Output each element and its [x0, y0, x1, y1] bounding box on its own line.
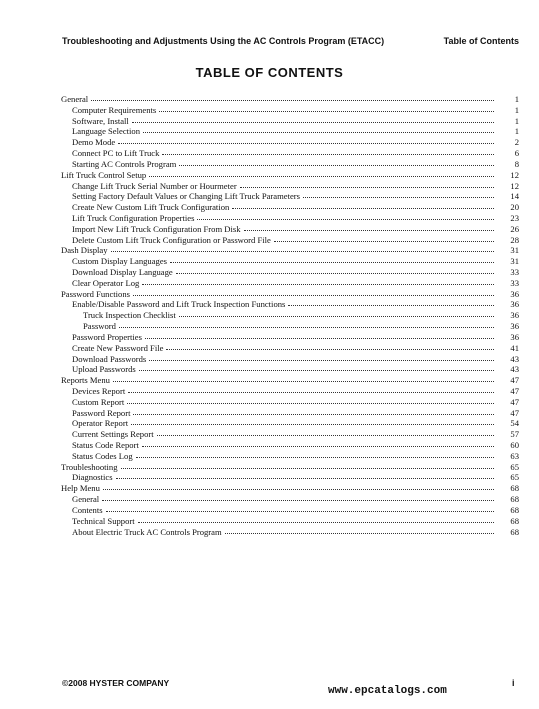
- toc-entry-label: Devices Report: [72, 385, 126, 396]
- toc-entry-page: 47: [510, 385, 519, 396]
- toc-dot-leader: [136, 450, 494, 458]
- toc-dot-leader: [102, 493, 494, 501]
- toc-dot-leader: [149, 353, 494, 361]
- toc-entry-page: 12: [510, 180, 519, 191]
- toc-entry-label: Delete Custom Lift Truck Configuration or Password File: [72, 234, 271, 245]
- toc-entry-page: 41: [510, 342, 519, 353]
- toc-entry-label: Setting Factory Default Values or Changing Lift Truck Parameters: [72, 191, 301, 202]
- toc-dot-leader: [159, 104, 494, 112]
- toc-entry-label: Status Code Report: [72, 440, 139, 450]
- toc-dot-leader: [133, 288, 494, 296]
- page-header: [62, 36, 519, 46]
- toc-entry-label: Troubleshooting: [61, 461, 118, 472]
- toc-entry-label: Password: [83, 321, 116, 332]
- toc-entry-label: Password Properties: [72, 331, 142, 342]
- toc-entry-label: Contents: [72, 504, 103, 515]
- toc-dot-leader: [91, 93, 494, 101]
- toc-entry-label: Software, Install: [72, 115, 129, 126]
- toc-entry-page: 43: [510, 353, 519, 364]
- toc-dot-leader: [121, 461, 494, 469]
- toc-dot-leader: [142, 277, 494, 285]
- toc-entry-page: 36: [510, 288, 519, 299]
- toc-entry-label: Create New Password File: [72, 342, 164, 353]
- toc-dot-leader: [116, 471, 494, 479]
- toc-entry-label: Technical Support: [72, 515, 135, 526]
- toc-entry-label: Lift Truck Configuration Properties: [72, 212, 195, 223]
- toc-entry-page: 47: [510, 407, 519, 418]
- toc-entry-label: Custom Display Languages: [72, 256, 167, 267]
- page-title: TABLE OF CONTENTS: [195, 65, 344, 80]
- toc-entry-page: 20: [510, 202, 519, 213]
- toc-entry-page: 43: [510, 364, 519, 375]
- toc-entry-label: Diagnostics: [72, 472, 113, 483]
- toc-entry-label: Help Menu: [61, 483, 100, 494]
- toc-dot-leader: [131, 417, 494, 425]
- toc-entry-page: 23: [510, 212, 519, 223]
- toc-dot-leader: [197, 212, 494, 220]
- toc-dot-leader: [232, 201, 494, 209]
- toc-entry-label: Download Display Language: [72, 267, 173, 277]
- toc-entry-label: Download Passwords: [72, 353, 147, 364]
- table-of-contents: [61, 94, 519, 537]
- toc-entry-page: 47: [510, 396, 519, 407]
- toc-entry-page: 14: [510, 191, 519, 202]
- toc-entry-page: 33: [510, 277, 519, 288]
- toc-entry[interactable]: [61, 527, 519, 538]
- toc-entry-page: 68: [510, 504, 519, 515]
- header-document-title: Troubleshooting and Adjustments Using the AC Controls Program (ETACC): [62, 36, 385, 46]
- toc-entry-page: 12: [510, 169, 519, 180]
- toc-entry-page: 54: [510, 418, 519, 429]
- website-watermark: www.epcatalogs.com: [328, 685, 447, 697]
- toc-entry-page: 33: [510, 267, 519, 277]
- toc-dot-leader: [142, 439, 494, 447]
- toc-dot-leader: [118, 136, 494, 144]
- toc-entry-label: Operator Report: [72, 418, 129, 429]
- toc-dot-leader: [133, 407, 494, 415]
- toc-dot-leader: [274, 234, 494, 242]
- toc-entry-page: 68: [510, 483, 519, 494]
- toc-dot-leader: [176, 266, 494, 274]
- toc-dot-leader: [145, 331, 494, 339]
- toc-dot-leader: [240, 180, 494, 188]
- toc-entry-page: 28: [510, 234, 519, 245]
- toc-entry-label: Truck Inspection Checklist: [83, 310, 176, 321]
- toc-entry-label: Import New Lift Truck Configuration From Disk: [72, 223, 241, 234]
- toc-entry-label: Dash Display: [61, 245, 108, 256]
- toc-entry-page: 31: [510, 245, 519, 256]
- toc-dot-leader: [119, 320, 494, 328]
- toc-entry-label: Reports Menu: [61, 375, 110, 386]
- toc-entry-page: 57: [510, 429, 519, 440]
- copyright-notice: ©2008 HYSTER COMPANY: [62, 678, 170, 688]
- toc-dot-leader: [162, 147, 494, 155]
- toc-dot-leader: [288, 298, 494, 306]
- toc-dot-leader: [179, 158, 494, 166]
- toc-entry-label: Enable/Disable Password and Lift Truck Inspection Functions: [72, 299, 286, 310]
- header-section-title: Table of Contents: [443, 36, 519, 46]
- toc-entry-page: 1: [514, 104, 519, 115]
- toc-entry-label: Password Functions: [61, 288, 130, 299]
- toc-entry-label: Password Report: [72, 407, 131, 418]
- toc-entry-page: 31: [510, 256, 519, 267]
- toc-entry-page: 68: [510, 494, 519, 505]
- toc-entry-label: Computer Requirements: [72, 104, 157, 115]
- toc-entry-label: Clear Operator Log: [72, 277, 140, 288]
- toc-entry-page: 1: [514, 94, 519, 104]
- toc-entry-label: General: [72, 494, 100, 505]
- toc-dot-leader: [179, 309, 494, 317]
- toc-entry-page: 36: [510, 321, 519, 332]
- toc-entry-page: 60: [510, 440, 519, 450]
- toc-entry-page: 36: [510, 331, 519, 342]
- toc-entry-page: 68: [510, 515, 519, 526]
- toc-dot-leader: [103, 482, 494, 490]
- toc-dot-leader: [170, 255, 494, 263]
- toc-entry-label: Lift Truck Control Setup: [61, 169, 147, 180]
- toc-dot-leader: [157, 428, 494, 436]
- toc-dot-leader: [139, 363, 494, 371]
- toc-entry-page: 36: [510, 299, 519, 310]
- toc-entry-page: 26: [510, 223, 519, 234]
- toc-dot-leader: [132, 115, 494, 123]
- toc-entry-page: 1: [514, 115, 519, 126]
- toc-entry-page: 2: [514, 137, 519, 148]
- toc-entry-page: 63: [510, 450, 519, 461]
- toc-entry-page: 36: [510, 310, 519, 321]
- toc-entry-page: 68: [510, 526, 519, 537]
- toc-entry-label: Status Codes Log: [72, 450, 133, 461]
- toc-dot-leader: [138, 515, 494, 523]
- toc-entry-label: Language Selection: [72, 126, 141, 137]
- toc-entry-label: Change Lift Truck Serial Number or Hourmeter: [72, 180, 237, 191]
- toc-entry-label: Upload Passwords: [72, 364, 136, 375]
- toc-dot-leader: [166, 342, 494, 350]
- toc-entry-page: 6: [514, 148, 519, 159]
- toc-entry-label: Starting AC Controls Program: [72, 158, 177, 169]
- toc-entry-label: Create New Custom Lift Truck Configuration: [72, 202, 230, 213]
- toc-entry-label: Custom Report: [72, 396, 125, 407]
- toc-entry-page: 47: [510, 375, 519, 386]
- toc-dot-leader: [106, 504, 494, 512]
- toc-dot-leader: [244, 223, 494, 231]
- toc-entry-page: 8: [514, 158, 519, 169]
- toc-dot-leader: [111, 244, 494, 252]
- toc-entry-label: About Electric Truck AC Controls Program: [72, 526, 222, 537]
- toc-dot-leader: [128, 385, 494, 393]
- toc-entry-page: 65: [510, 472, 519, 483]
- toc-dot-leader: [113, 374, 494, 382]
- toc-dot-leader: [225, 526, 494, 534]
- page-number: i: [512, 678, 515, 688]
- toc-entry-label: General: [61, 94, 89, 104]
- toc-dot-leader: [127, 396, 494, 404]
- toc-entry-label: Connect PC to Lift Truck: [72, 148, 160, 159]
- toc-entry-page: 1: [514, 126, 519, 137]
- toc-entry-page: 65: [510, 461, 519, 472]
- toc-dot-leader: [143, 125, 494, 133]
- toc-entry-label: Current Settings Report: [72, 429, 154, 440]
- toc-dot-leader: [303, 190, 494, 198]
- toc-dot-leader: [149, 169, 494, 177]
- toc-entry-label: Demo Mode: [72, 137, 116, 148]
